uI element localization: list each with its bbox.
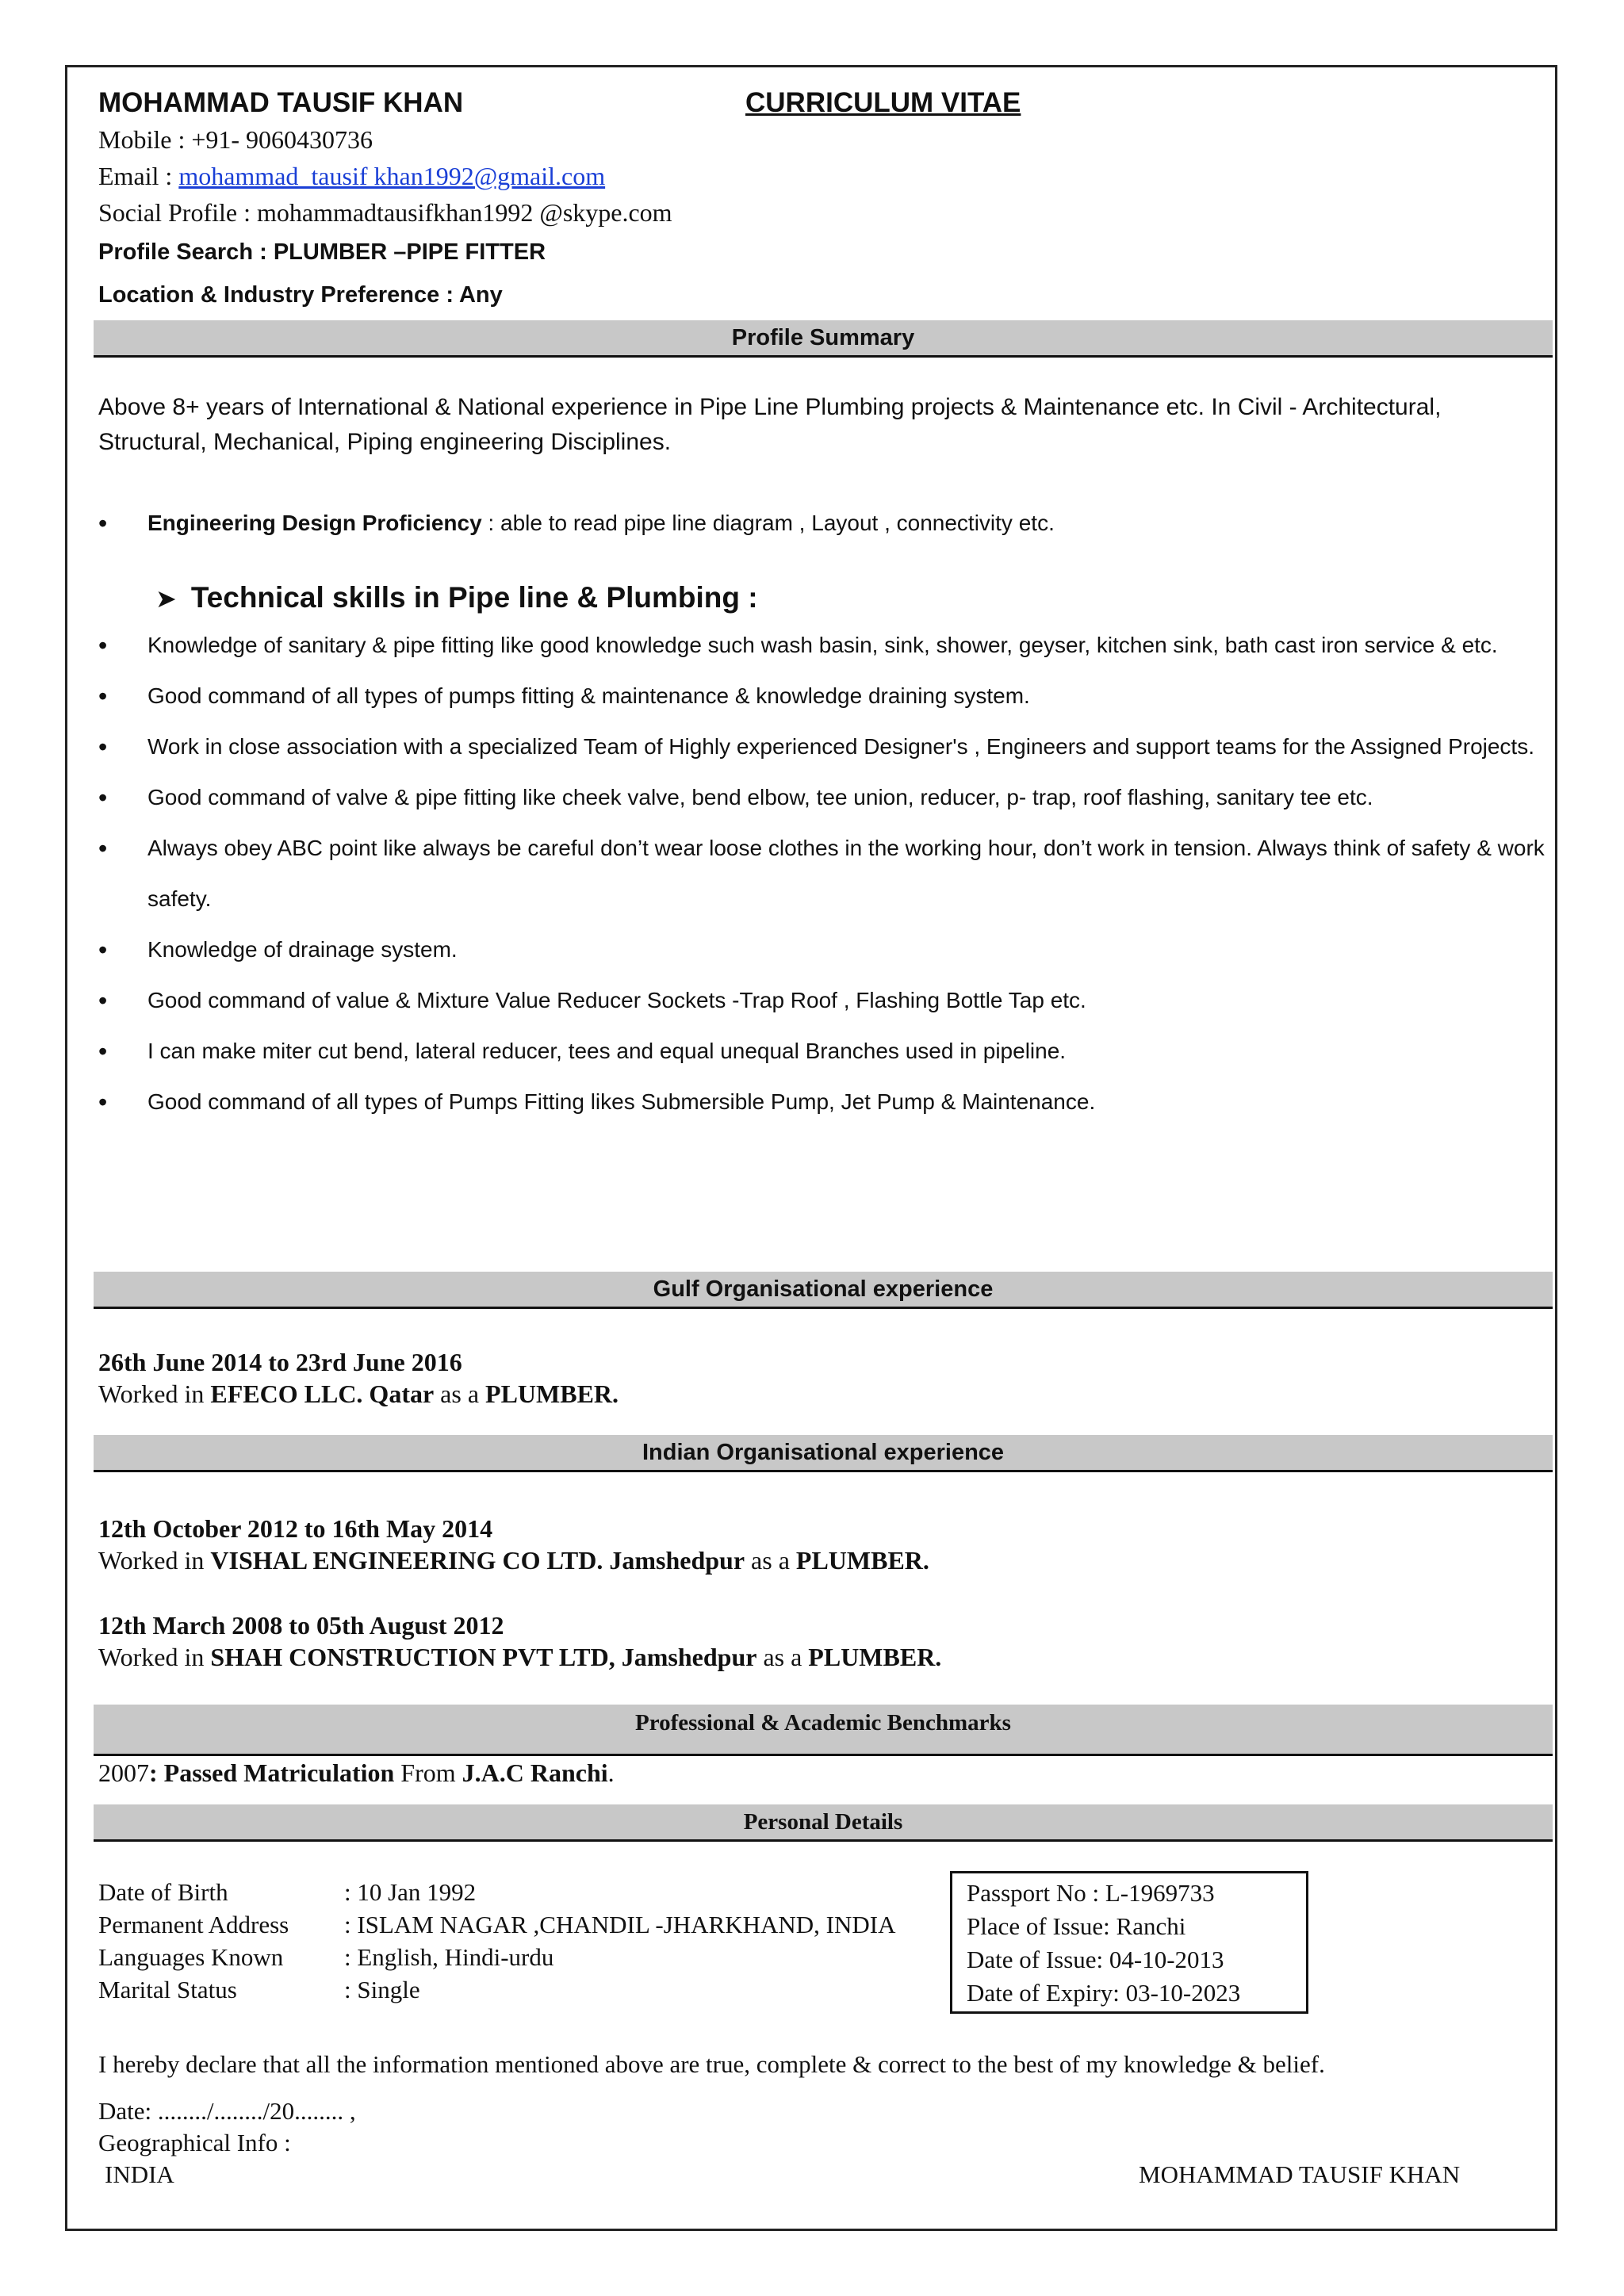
job-role: PLUMBER. bbox=[795, 1546, 929, 1575]
declaration: I hereby declare that all the information mentioned above are true, complete & correct to the best of my knowledge & belief. bbox=[98, 2050, 1325, 2078]
list-item: • Knowledge of drainage system. bbox=[98, 924, 1549, 975]
document-title: CURRICULUM VITAE bbox=[745, 87, 1021, 118]
gulf-experience-entry: 26th June 2014 to 23rd June 2016 Worked in EFECO LLC. Qatar as a PLUMBER. bbox=[98, 1348, 619, 1408]
signature-name: MOHAMMAD TAUSIF KHAN bbox=[1139, 2160, 1461, 2188]
social-profile-line: Social Profile : mohammadtausifkhan1992 @skype.com bbox=[98, 198, 672, 227]
benchmark-entry: 2007: Passed Matriculation From J.A.C Ranchi. bbox=[98, 1758, 615, 1787]
technical-skills-heading: ➤ Technical skills in Pipe line & Plumbing : bbox=[155, 581, 758, 614]
date-of-issue: Date of Issue: 04-10-2013 bbox=[967, 1946, 1224, 1973]
date-of-expiry: Date of Expiry: 03-10-2023 bbox=[967, 1979, 1241, 2007]
section-personal-details: Personal Details bbox=[94, 1804, 1553, 1842]
summary-text: Above 8+ years of International & National experience in Pipe Line Plumbing projects & Maintenance etc. In Civil - Architectural, Structural, Mechanical, Piping engineering Disciplines. bbox=[98, 394, 1442, 455]
indian-experience-entry: 12th March 2008 to 05th August 2012 Worked in SHAH CONSTRUCTION PVT LTD, Jamshedpur as a PLUMBER. bbox=[98, 1611, 942, 1671]
personal-details-table bbox=[98, 1876, 895, 2006]
design-proficiency: • Engineering Design Proficiency : able to read pipe line diagram , Layout , connectivity etc. bbox=[98, 498, 1549, 549]
detail-row: Date of Birth : 10 Jan 1992 bbox=[98, 1878, 477, 1906]
list-item: • Always obey ABC point like always be careful don’t wear loose clothes in the working hour, don’t work in tension. Always think of safety & work safety. bbox=[98, 823, 1549, 924]
list-item: • Good command of value & Mixture Value Reducer Sockets -Trap Roof , Flashing Bottle Tap etc. bbox=[98, 975, 1549, 1026]
detail-row: Permanent Address : ISLAM NAGAR ,CHANDIL -JHARKHAND, INDIA bbox=[98, 1911, 896, 1938]
location-value: Any bbox=[458, 282, 503, 308]
detail-row: Marital Status : Single bbox=[98, 1976, 420, 2003]
company-name: SHAH CONSTRUCTION PVT LTD, Jamshedpur bbox=[210, 1643, 757, 1671]
profile-search-value: PLUMBER –PIPE FITTER bbox=[273, 239, 546, 265]
mobile-line: Mobile : +91- 9060430736 bbox=[98, 125, 373, 154]
board-name: J.A.C Ranchi bbox=[462, 1758, 608, 1787]
profile-search-line: Profile Search : PLUMBER –PIPE FITTER bbox=[98, 239, 546, 265]
section-indian-experience: Indian Organisational experience bbox=[94, 1435, 1553, 1472]
skype-id: mohammadtausifkhan1992 @skype.com bbox=[256, 198, 672, 227]
employment-dates: 12th October 2012 to 16th May 2014 bbox=[98, 1514, 493, 1543]
job-role: PLUMBER. bbox=[485, 1380, 619, 1408]
technical-skills-list bbox=[98, 620, 1549, 1127]
candidate-name: MOHAMMAD TAUSIF KHAN bbox=[98, 87, 464, 118]
qualification: Matriculation bbox=[243, 1758, 395, 1787]
list-item: • I can make miter cut bend, lateral reducer, tees and equal unequal Branches used in pipeline. bbox=[98, 1026, 1549, 1077]
section-profile-summary: Profile Summary bbox=[94, 320, 1553, 358]
arrow-bullet-icon: ➤ bbox=[155, 584, 177, 613]
list-item: • Good command of all types of Pumps Fitting likes Submersible Pump, Jet Pump & Maintenance. bbox=[98, 1077, 1549, 1127]
company-name: VISHAL ENGINEERING CO LTD. Jamshedpur bbox=[210, 1546, 745, 1575]
geographical-info-value: INDIA bbox=[105, 2160, 174, 2188]
list-item: • Work in close association with a specialized Team of Highly experienced Designer's , Engineers and support teams for the Assigned Projects. bbox=[98, 721, 1549, 772]
employment-dates: 26th June 2014 to 23rd June 2016 bbox=[98, 1348, 462, 1376]
detail-row: Languages Known : English, Hindi-urdu bbox=[98, 1943, 554, 1971]
benchmark-year: 2007 bbox=[98, 1758, 149, 1787]
footer-date: Date: ......../......../20........ , bbox=[98, 2097, 356, 2125]
email-line: Email : mohammad_tausif khan1992@gmail.com bbox=[98, 162, 606, 190]
location-preference-line: Location & Industry Preference : Any bbox=[98, 282, 503, 308]
place-of-issue: Place of Issue: Ranchi bbox=[967, 1912, 1186, 1940]
section-benchmarks: Professional & Academic Benchmarks bbox=[94, 1705, 1553, 1756]
company-name: EFECO LLC. Qatar bbox=[210, 1380, 435, 1408]
list-item: • Good command of all types of pumps fitting & maintenance & knowledge draining system. bbox=[98, 671, 1549, 721]
list-item: • Good command of valve & pipe fitting like cheek valve, bend elbow, tee union, reducer, p- trap, roof flashing, sanitary tee etc. bbox=[98, 772, 1549, 823]
section-gulf-experience: Gulf Organisational experience bbox=[94, 1272, 1553, 1309]
passport-number: Passport No : L-1969733 bbox=[967, 1879, 1215, 1907]
list-item: • Knowledge of sanitary & pipe fitting like good knowledge such wash basin, sink, shower, geyser, kitchen sink, bath cast iron service & etc. bbox=[98, 620, 1549, 671]
employment-dates: 12th March 2008 to 05th August 2012 bbox=[98, 1611, 504, 1640]
passport-box bbox=[950, 1871, 1308, 2014]
indian-experience-entry: 12th October 2012 to 16th May 2014 Worked in VISHAL ENGINEERING CO LTD. Jamshedpur as a PLUMBER. bbox=[98, 1514, 929, 1575]
geographical-info-label: Geographical Info : bbox=[98, 2129, 291, 2156]
email-link[interactable]: mohammad_tausif khan1992@gmail.com bbox=[178, 162, 606, 190]
job-role: PLUMBER. bbox=[808, 1643, 942, 1671]
mobile-number: +91- 9060430736 bbox=[191, 125, 373, 154]
